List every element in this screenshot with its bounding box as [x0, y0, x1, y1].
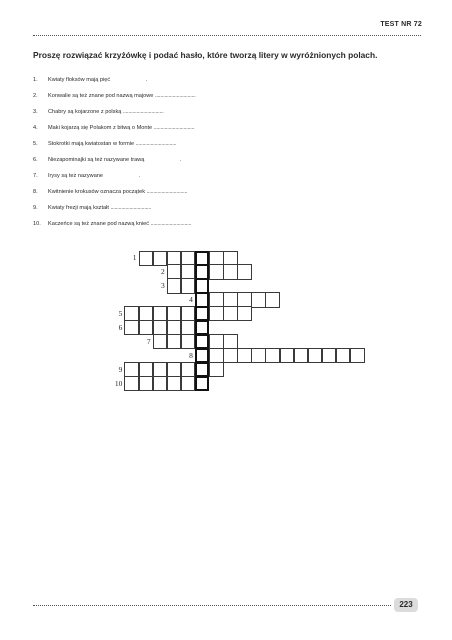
crossword-row-number: 3 — [160, 280, 165, 290]
instruction: Proszę rozwiązać krzyżówkę i podać hasło, które tworzą litery w wyróżnionych polach. — [33, 50, 378, 60]
crossword-cell[interactable] — [322, 348, 337, 363]
question-number: 10. — [33, 221, 41, 227]
question-clue: Kwiaty frezji mają kształt — [48, 205, 109, 211]
crossword-cell[interactable] — [209, 334, 224, 349]
crossword-row-number: 5 — [118, 308, 123, 318]
crossword-cell[interactable] — [209, 306, 224, 321]
crossword-cell[interactable] — [209, 264, 224, 279]
answer-blank[interactable] — [146, 157, 180, 163]
crossword-cell[interactable] — [251, 348, 266, 363]
crossword-cell[interactable] — [153, 320, 168, 335]
question-clue: Niezapominajki są też nazywane trawą — [48, 157, 145, 163]
crossword-row-number: 1 — [132, 253, 137, 262]
crossword-cell[interactable] — [167, 376, 182, 391]
crossword-row-number: 8 — [189, 350, 193, 360]
question-end-punctuation: . — [179, 157, 182, 163]
crossword-highlighted-cell[interactable] — [195, 292, 210, 307]
crossword-cell[interactable] — [209, 348, 224, 363]
crossword-cell[interactable] — [265, 348, 280, 363]
question-end-punctuation: . — [193, 125, 195, 131]
crossword-row-number: 6 — [118, 322, 123, 332]
question-text — [48, 156, 181, 164]
crossword-cell[interactable] — [181, 278, 196, 293]
crossword-cell[interactable] — [209, 292, 224, 307]
question-item — [33, 156, 413, 172]
question-item — [33, 172, 413, 188]
question-number: 7. — [33, 173, 38, 179]
crossword-cell[interactable] — [167, 251, 182, 266]
crossword-cell[interactable] — [350, 348, 365, 363]
answer-blank[interactable]: ............................. — [110, 205, 150, 211]
crossword-cell[interactable] — [167, 320, 182, 335]
crossword-cell[interactable] — [139, 362, 154, 377]
answer-blank[interactable]: ............................. — [150, 221, 190, 227]
question-end-punctuation: . — [149, 205, 152, 211]
crossword-cell[interactable] — [139, 376, 154, 391]
crossword-cell[interactable] — [153, 334, 168, 349]
question-number: 6. — [33, 157, 38, 163]
crossword-cell[interactable] — [209, 251, 224, 266]
question-number: 8. — [33, 189, 38, 195]
crossword-cell[interactable] — [181, 320, 196, 335]
crossword-cell[interactable] — [139, 320, 154, 335]
question-end-punctuation: . — [194, 93, 196, 99]
crossword-cell[interactable] — [181, 376, 196, 391]
crossword-cell[interactable] — [251, 292, 266, 307]
crossword-cell[interactable] — [181, 251, 196, 266]
crossword-cell[interactable] — [153, 362, 168, 377]
crossword-cell[interactable] — [294, 348, 309, 363]
crossword-cell[interactable] — [167, 278, 182, 293]
answer-blank[interactable] — [105, 173, 139, 179]
question-item — [33, 92, 413, 108]
crossword-cell[interactable] — [209, 362, 224, 377]
crossword-highlighted-cell[interactable] — [195, 278, 210, 293]
crossword-cell[interactable] — [167, 264, 182, 279]
crossword-cell[interactable] — [237, 264, 252, 279]
question-text — [48, 92, 196, 100]
question-end-punctuation: . — [189, 221, 192, 227]
question-text — [48, 188, 187, 196]
answer-blank[interactable]: ............................. — [122, 109, 163, 115]
question-item — [33, 76, 413, 92]
crossword-cell[interactable] — [223, 264, 238, 279]
crossword-highlighted-cell[interactable] — [195, 264, 210, 279]
crossword-cell[interactable] — [139, 306, 154, 321]
question-clue: Kwiaty floksów mają pięć — [48, 77, 111, 83]
crossword-highlighted-cell[interactable] — [195, 334, 210, 349]
question-text — [48, 172, 140, 180]
crossword-cell[interactable] — [181, 362, 196, 377]
crossword-cell[interactable] — [124, 320, 139, 335]
crossword-cell[interactable] — [167, 334, 182, 349]
crossword-row-number: 9 — [118, 364, 123, 374]
question-end-punctuation: . — [145, 77, 148, 83]
question-number: 2. — [33, 93, 38, 99]
top-dotted-rule — [33, 35, 421, 36]
question-item — [33, 204, 413, 220]
crossword-cell[interactable] — [167, 306, 182, 321]
answer-blank[interactable]: ............................. — [146, 189, 186, 195]
answer-blank[interactable]: ............................. — [154, 93, 195, 99]
crossword-cell[interactable] — [223, 251, 238, 266]
crossword-cell[interactable] — [153, 251, 168, 266]
crossword-cell[interactable] — [181, 334, 196, 349]
answer-blank[interactable]: ............................. — [153, 125, 193, 131]
question-clue: Kwitnienie krokusów oznacza początek — [48, 189, 146, 195]
question-text — [48, 124, 195, 132]
crossword-highlighted-cell[interactable] — [195, 376, 210, 391]
crossword-highlighted-cell[interactable] — [195, 362, 210, 377]
question-clue: Irysy są też nazywane — [48, 173, 104, 179]
question-clue: Kaczeńce są też znane pod nazwą knieć — [48, 221, 150, 227]
crossword-highlighted-cell[interactable] — [195, 251, 210, 266]
question-item — [33, 140, 413, 156]
question-clue: Chabry są kojarzone z polską — [48, 109, 122, 115]
crossword-highlighted-cell[interactable] — [195, 320, 210, 335]
question-end-punctuation: . — [138, 173, 141, 179]
crossword-cell[interactable] — [237, 292, 252, 307]
crossword-row-number: 10 — [114, 378, 123, 388]
crossword-cell[interactable] — [153, 306, 168, 321]
question-text — [48, 204, 151, 212]
crossword-cell[interactable] — [124, 306, 139, 321]
question-item — [33, 188, 413, 204]
question-text — [48, 140, 177, 148]
question-number: 4. — [33, 125, 38, 131]
crossword-cell[interactable] — [265, 292, 280, 307]
crossword-row-number: 7 — [146, 336, 151, 346]
crossword-cell[interactable] — [223, 348, 238, 363]
question-number: 5. — [33, 141, 38, 147]
crossword-cell[interactable] — [124, 362, 139, 377]
crossword-cell[interactable] — [153, 376, 168, 391]
question-item — [33, 124, 413, 140]
crossword-cell[interactable] — [181, 306, 196, 321]
question-clue: Stokrotki mają kwiatostan w formie — [48, 141, 135, 147]
page-number: 223 — [394, 598, 418, 612]
crossword-highlighted-cell[interactable] — [195, 306, 210, 321]
question-list — [33, 76, 413, 236]
crossword-row-number: 4 — [189, 294, 193, 304]
answer-blank[interactable] — [112, 77, 146, 83]
bottom-dotted-rule — [33, 605, 391, 606]
crossword-cell[interactable] — [167, 362, 182, 377]
test-label: TEST NR 72 — [380, 21, 422, 28]
question-text — [48, 220, 191, 228]
question-number: 1. — [33, 77, 38, 83]
question-item — [33, 108, 413, 124]
crossword-row-number: 2 — [160, 266, 165, 276]
crossword-cell[interactable] — [223, 292, 238, 307]
question-number: 9. — [33, 205, 38, 211]
question-text — [48, 108, 164, 116]
question-number: 3. — [33, 109, 38, 115]
answer-blank[interactable]: ............................. — [135, 141, 175, 147]
crossword-cell[interactable] — [280, 348, 295, 363]
question-clue: Maki kojarzą się Polakom z bitwą o Monte — [48, 125, 153, 131]
crossword-cell[interactable] — [223, 306, 238, 321]
crossword-highlighted-cell[interactable] — [195, 348, 210, 363]
crossword-cell[interactable] — [181, 264, 196, 279]
question-text — [48, 76, 147, 84]
crossword-cell[interactable] — [308, 348, 323, 363]
question-end-punctuation: . — [174, 141, 177, 147]
question-clue: Konwalie są też znane pod nazwą majowe — [48, 93, 154, 99]
crossword-cell[interactable] — [237, 348, 252, 363]
crossword-cell[interactable] — [139, 251, 154, 266]
crossword-cell[interactable] — [223, 334, 238, 349]
question-item — [33, 220, 413, 236]
crossword-cell[interactable] — [336, 348, 351, 363]
question-end-punctuation: . — [185, 189, 188, 195]
question-end-punctuation: . — [162, 109, 164, 115]
crossword-cell[interactable] — [237, 306, 252, 321]
crossword-cell[interactable] — [124, 376, 139, 391]
